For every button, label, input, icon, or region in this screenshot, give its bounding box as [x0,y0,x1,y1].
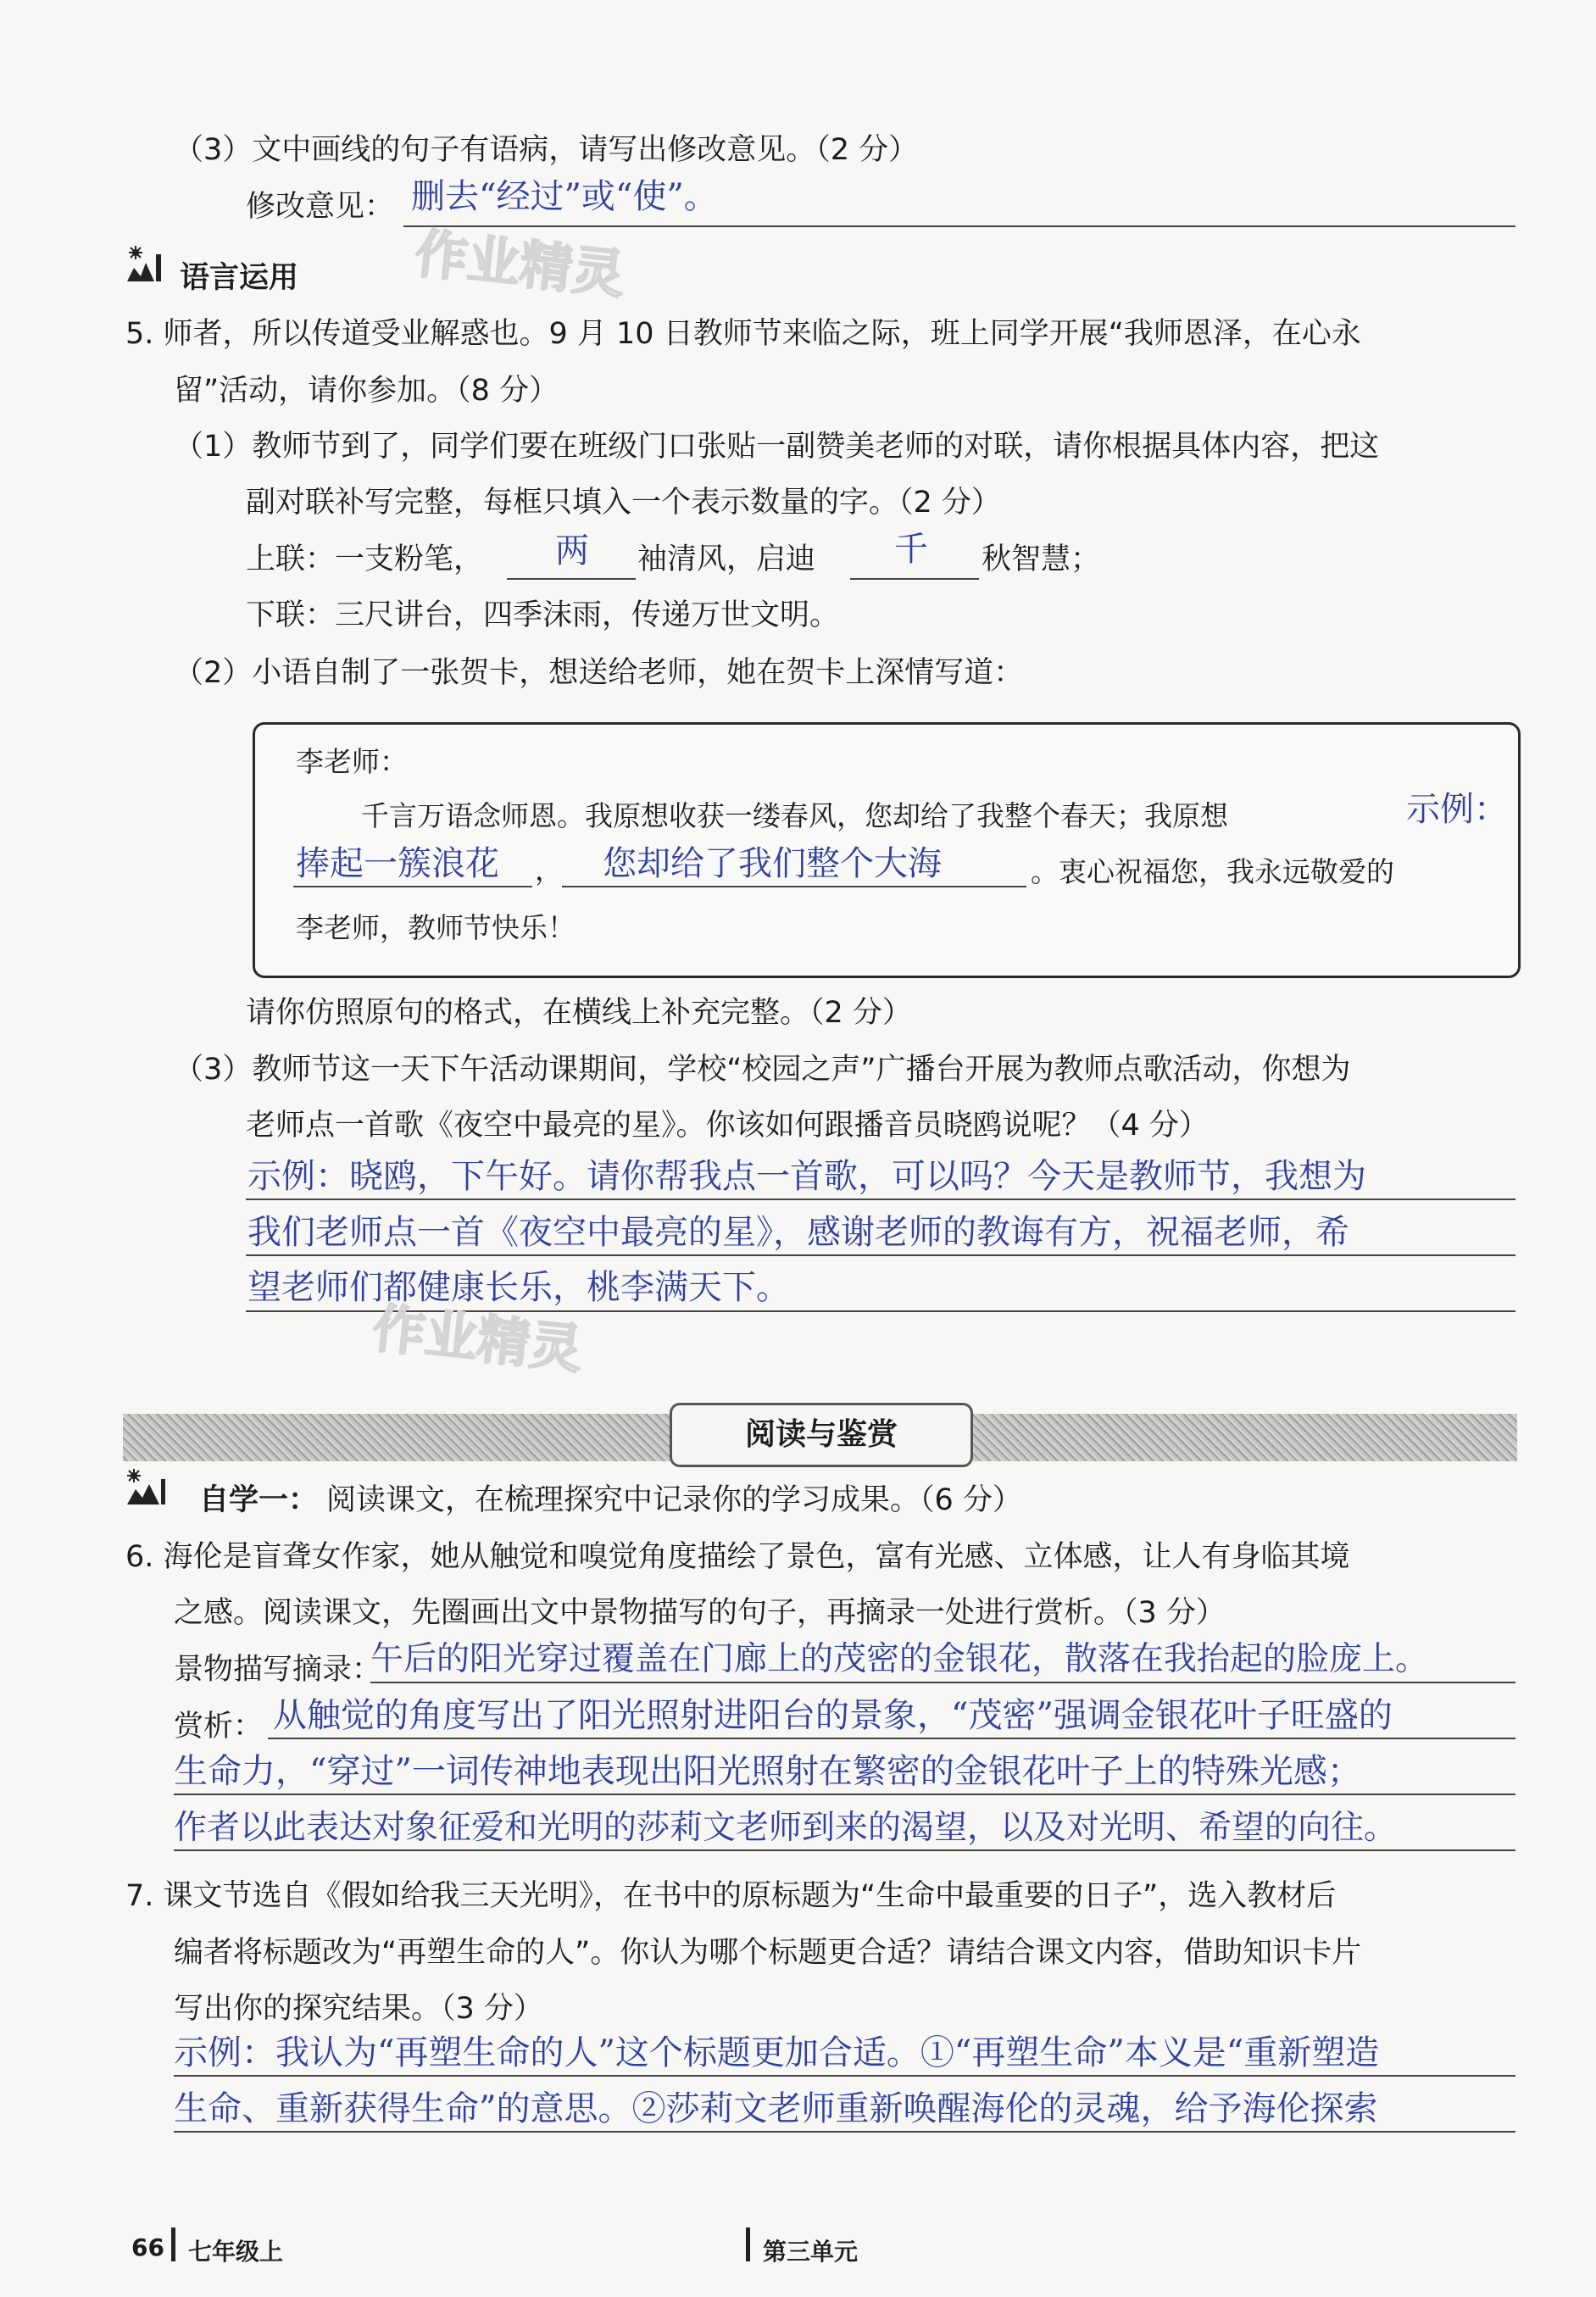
card-answer-a: 捧起一簇浪花 [296,844,499,883]
q7-line1: 7. 课文节选自《假如给我三天光明》，在书中的原标题为“生命中最重要的日子”，选入教材后 [125,1879,1337,1913]
couplet-upper-b: 袖清风，启迪 [637,542,816,576]
q6-appreciation-label: 赏析： [174,1710,264,1744]
language-section-icon [125,246,170,286]
q5-3-line1: （3）教师节这一天下午活动课期间，学校“校园之声”广播台开展为教师点歌活动，你想为 [174,1053,1351,1087]
answer-line [174,1849,1515,1851]
self-study-icon [125,1469,170,1510]
couplet-upper-c: 秋智慧； [982,542,1101,576]
answer-line [246,1199,1515,1200]
couplet-lower: 下联：三尺讲台，四季沫雨，传递万世文明。 [246,598,840,632]
q7-answer-1: 示例：我认为“再塑生命的人”这个标题更加合适。①“再塑生命”本义是“重新塑造 [174,2033,1380,2072]
watermark: 作业精灵 [370,1297,586,1381]
q7-answer-2: 生命、重新获得生命”的意思。②莎莉文老师重新唤醒海伦的灵魂，给予海伦探索 [174,2089,1378,2128]
card-salutation: 李老师： [296,745,408,778]
answer-line [174,1794,1515,1795]
language-section-title: 语言运用 [180,261,299,295]
q4-3-answer: 删去“经过”或“使”。 [411,177,718,216]
q6-line2: 之感。阅读课文，先圈画出文中景物描写的句子，再摘录一处进行赏析。（3 分） [174,1596,1226,1630]
card-line1: 千言万语念师恩。我原想收获一缕春风，您却给了我整个春天；我原想 [361,799,1228,832]
footer-separator [171,2227,175,2261]
q4-3-prompt: （3）文中画线的句子有语病，请写出修改意见。（2 分） [174,133,919,167]
q5-2-intro: （2）小语自制了一张贺卡，想送给老师，她在贺卡上深情写道： [174,656,1024,690]
q6-excerpt-answer: 午后的阳光穿过覆盖在门廊上的茂密的金银花，散落在我抬起的脸庞上。 [370,1640,1429,1678]
q5-1-line1: （1）教师节到了，同学们要在班级门口张贴一副赞美老师的对联，请你根据具体内容，把这 [174,430,1380,464]
q7-line2: 编者将标题改为“再塑生命的人”。你认为哪个标题更合适？请结合课文内容，借助知识卡片 [174,1936,1362,1970]
card-answer-b: 您却给了我们整个大海 [603,844,942,883]
q5-3-answer-3: 望老师们都健康长乐，桃李满天下。 [247,1268,790,1307]
answer-line [174,2075,1515,2077]
self-study-text: 阅读课文，在梳理探究中记录你的学习成果。（6 分） [326,1483,1022,1517]
card-blank-line-b [562,886,1026,887]
q5-line2: 留”活动，请你参加。（8 分） [174,374,559,408]
q6-line1: 6. 海伦是盲聋女作家，她从触觉和嗅觉角度描绘了景色，富有光感、立体感，让人有身临其境 [125,1540,1350,1574]
card-comma: ， [535,854,563,887]
page-number: 66 [131,2233,164,2261]
q5-line1: 5. 师者，所以传道受业解惑也。9 月 10 日教师节来临之际，班上同学开展“我师恩泽，在心永 [125,317,1361,351]
q4-3-label: 修改意见： [246,190,395,224]
q6-appreciation-3: 作者以此表达对象征爱和光明的莎莉文老师到来的渴望，以及对光明、希望的向往。 [174,1809,1398,1847]
footer-separator [746,2227,750,2261]
q6-appreciation-2: 生命力，“穿过”一词传神地表现出阳光照射在繁密的金银花叶子上的特殊光感； [174,1752,1361,1791]
answer-line [370,1682,1515,1683]
card-answer-prefix: 示例： [1406,790,1508,829]
card-blank-line-a [293,886,532,887]
q5-1-line2: 副对联补写完整，每框只填入一个表示数量的字。（2 分） [246,486,1001,520]
footer-unit: 第三单元 [763,2238,859,2266]
couplet-blank-2: 千 [894,530,928,569]
couplet-upper-a: 上联：一支粉笔， [246,542,484,576]
q5-3-line2: 老师点一首歌《夜空中最亮的星》。你该如何跟播音员晓鸥说呢？（4 分） [246,1109,1209,1143]
card-line3: 李老师，教师节快乐！ [296,911,576,944]
couplet-blank-1: 两 [555,531,589,570]
q7-line3: 写出你的探究结果。（3 分） [174,1992,543,2026]
footer-grade: 七年级上 [188,2238,284,2266]
answer-line [268,1738,1515,1739]
card-line2-tail: 。衷心祝福您，我永远敬爱的 [1031,855,1394,888]
blank-line [850,578,979,580]
q5-2-instruction: 请你仿照原句的格式，在横线上补充完整。（2 分） [246,996,912,1030]
answer-line [174,2131,1515,2133]
q6-appreciation-1: 从触觉的角度写出了阳光照射进阳台的景象，“茂密”强调金银花叶子旺盛的 [273,1696,1393,1735]
self-study-label: 自学一： [199,1483,319,1517]
reading-section-title: 阅读与鉴赏 [670,1403,973,1467]
q5-3-answer-2: 我们老师点一首《夜空中最亮的星》，感谢老师的教诲有方，祝福老师，希 [247,1213,1349,1252]
greeting-card [253,722,1521,978]
q5-3-answer-1: 示例：晓鸥，下午好。请你帮我点一首歌，可以吗？今天是教师节，我想为 [247,1157,1366,1196]
watermark: 作业精灵 [412,222,628,306]
answer-line [246,1254,1515,1256]
q6-excerpt-label: 景物描写摘录： [174,1653,382,1687]
blank-line [507,578,636,580]
